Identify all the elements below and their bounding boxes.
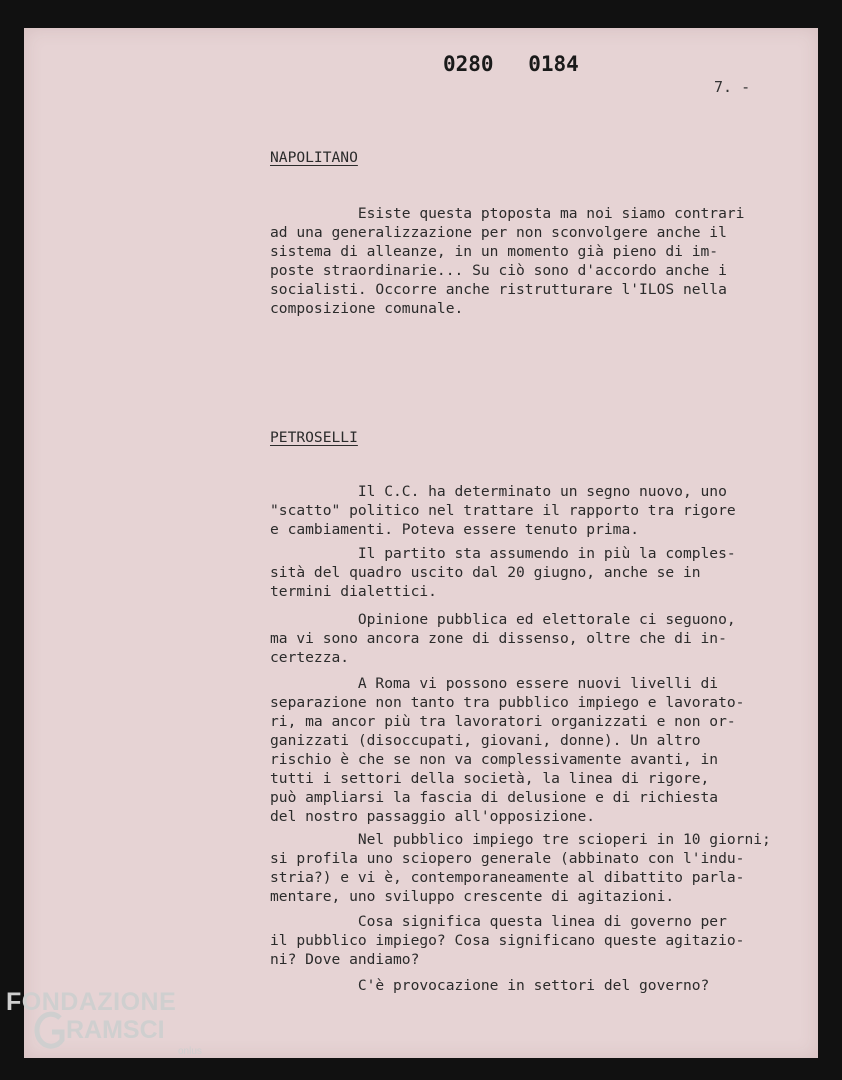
logo-g-icon xyxy=(34,1008,68,1052)
logo-line-1: FONDAZIONE xyxy=(6,988,177,1016)
paragraph: Opinione pubblica ed elettorale ci seguono, ma vi sono ancora zone di dissenso, oltre che di in- certezza. xyxy=(270,611,736,666)
speaker-heading-petroselli: PETROSELLI xyxy=(270,429,358,446)
page-number: 7. - xyxy=(714,78,751,96)
archive-number-stamp: 0280 0184 xyxy=(443,52,579,76)
paragraph: Il C.C. ha determinato un segno nuovo, uno "scatto" politico nel trattare il rapporto tra rigore e cambiamenti. Poteva essere tenuto prima. xyxy=(270,483,736,538)
paragraph: C'è provocazione in settori del governo? xyxy=(270,977,710,994)
logo-line-3: onlus xyxy=(178,1046,202,1057)
paragraph: A Roma vi possono essere nuovi livelli di separazione non tanto tra pubblico impiego e lavorato- ri, ma ancor più tra lavoratori organizzati e non or- ganizzati (disoccupati, giovani, donne). Un altro rischio è che se non va complessivamente avanti, in tutti i settori della società, la linea di rigore, può ampliarsi la fascia di delusione e di richiesta del nostro passaggio all'opposizione. xyxy=(270,675,745,825)
fondazione-gramsci-logo xyxy=(6,988,202,1057)
paragraph: Nel pubblico impiego tre scioperi in 10 giorni; si profila uno sciopero generale (abbinato con l'indu- stria?) e vi è, contemporaneamente al dibattito parla- mentare, uno sviluppo crescente di agitazioni. xyxy=(270,831,771,905)
paragraph: Esiste questa ptoposta ma noi siamo contrari ad una generalizzazione per non sconvolgere anche il sistema di alleanze, in un momento già pieno di im- poste straordinarie... Su ciò sono d'accordo anche i socialisti. Occorre anche ristrutturare l'ILOS nella composizione comunale. xyxy=(270,205,745,317)
paragraph: Il partito sta assumendo in più la comples- sità del quadro uscito dal 20 giugno, anche se in termini dialettici. xyxy=(270,545,736,600)
logo-line-2: RAMSCI xyxy=(66,1016,165,1044)
speaker-heading-napolitano: NAPOLITANO xyxy=(270,149,358,166)
paragraph: Cosa significa questa linea di governo per il pubblico impiego? Cosa significano queste agitazio- ni? Dove andiamo? xyxy=(270,913,745,968)
